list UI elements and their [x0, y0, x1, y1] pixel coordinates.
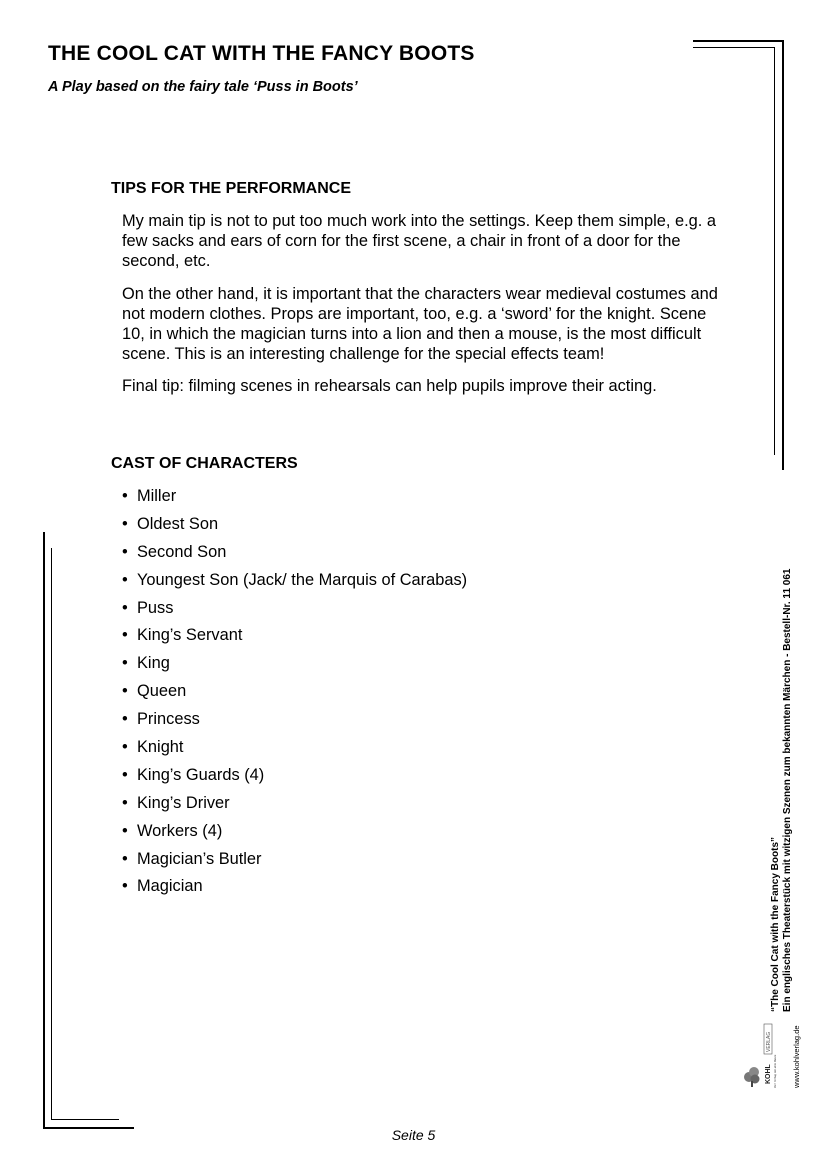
list-item [122, 625, 467, 653]
list-item [122, 486, 467, 514]
list-item [122, 542, 467, 570]
cast-name: Magician [137, 877, 203, 896]
frame-line-top-outer [693, 40, 784, 42]
bullet-icon: • [122, 654, 128, 673]
publisher-badge: VERLAG [766, 1031, 772, 1052]
bullet-icon: • [122, 710, 128, 729]
cast-name: Queen [137, 682, 187, 701]
bullet-icon: • [122, 487, 128, 505]
bullet-icon: • [122, 738, 128, 757]
bullet-icon: • [122, 793, 128, 812]
bullet-icon: • [122, 514, 128, 533]
list-item [122, 876, 467, 904]
cast-name: Magician’s Butler [137, 849, 262, 868]
list-item [122, 514, 467, 542]
bullet-icon: • [122, 542, 128, 561]
list-item [122, 793, 467, 821]
cast-name: Workers (4) [137, 821, 223, 840]
cast-name: King’s Guards (4) [137, 765, 265, 784]
bullet-icon: • [122, 877, 128, 896]
cast-name: Puss [137, 598, 174, 617]
bullet-icon: • [122, 765, 128, 784]
frame-line-right-inner [774, 47, 775, 455]
bullet-icon: • [122, 682, 128, 701]
list-item [122, 821, 467, 849]
sidebar-vertical-text [770, 569, 794, 1012]
publisher-name: KOHL [765, 1064, 772, 1084]
cast-heading: CAST OF CHARACTERS [111, 455, 298, 472]
frame-line-left-outer [43, 532, 45, 1129]
tips-heading: TIPS FOR THE PERFORMANCE [111, 180, 352, 197]
list-item [122, 709, 467, 737]
list-item [122, 681, 467, 709]
document-subtitle: A Play based on the fairy tale ‘Puss in Boots’ [48, 79, 358, 95]
list-item [122, 737, 467, 765]
sidebar-line-1: “The Cool Cat with the Fancy Boots” [770, 836, 781, 1012]
cast-list [122, 486, 467, 904]
tips-paragraph-2: On the other hand, it is important that the characters wear medieval costumes and not modern clothes. Props are important, too, e.g. a ‘sword’ for the knight. Scene 10, in which the magician turns into a lion and then a mouse, is the most difficult scene. This is an interesting challenge for the special effects team! [122, 285, 718, 363]
cast-name: Oldest Son [137, 514, 219, 533]
publisher-logo [740, 1020, 790, 1090]
tree-logo-icon [740, 1020, 790, 1090]
cast-name: King’s Servant [137, 626, 243, 645]
cast-name: Youngest Son (Jack/ the Marquis of Carabas) [137, 570, 468, 589]
document-title: THE COOL CAT WITH THE FANCY BOOTS [48, 42, 475, 65]
frame-line-bottom-inner [51, 1119, 119, 1120]
bullet-icon: • [122, 598, 128, 617]
tips-paragraph-1: My main tip is not to put too much work into the settings. Keep them simple, e.g. a few sacks and ears of corn for the first scene, a chair in front of a door for the second, etc. [122, 212, 716, 270]
tips-paragraph-3: Final tip: filming scenes in rehearsals can help pupils improve their acting. [122, 377, 657, 395]
publisher-tagline: Der Verlag mit dem Baum [773, 1054, 777, 1088]
frame-line-left-inner [51, 548, 52, 1120]
bullet-icon: • [122, 570, 128, 589]
cast-name: Princess [137, 710, 200, 729]
frame-line-top-inner [693, 47, 775, 48]
page-number: Seite 5 [391, 1127, 436, 1143]
list-item [122, 570, 467, 598]
bullet-icon: • [122, 821, 128, 840]
list-item [122, 765, 467, 793]
bullet-icon: • [122, 626, 128, 645]
list-item [122, 849, 467, 877]
publisher-url[interactable]: www.kohlverlag.de [792, 1025, 801, 1088]
cast-name: King [137, 654, 170, 673]
sidebar-line-2: Ein englisches Theaterstück mit witzigen Szenen zum bekannten Märchen - Bestell-Nr. 11 061 [782, 568, 793, 1012]
frame-line-right-outer [782, 40, 784, 470]
cast-name: Knight [137, 738, 184, 757]
cast-name: King’s Driver [137, 793, 230, 812]
bullet-icon: • [122, 849, 128, 868]
cast-name: Miller [137, 487, 177, 505]
list-item [122, 653, 467, 681]
list-item [122, 598, 467, 626]
cast-name: Second Son [137, 542, 227, 561]
